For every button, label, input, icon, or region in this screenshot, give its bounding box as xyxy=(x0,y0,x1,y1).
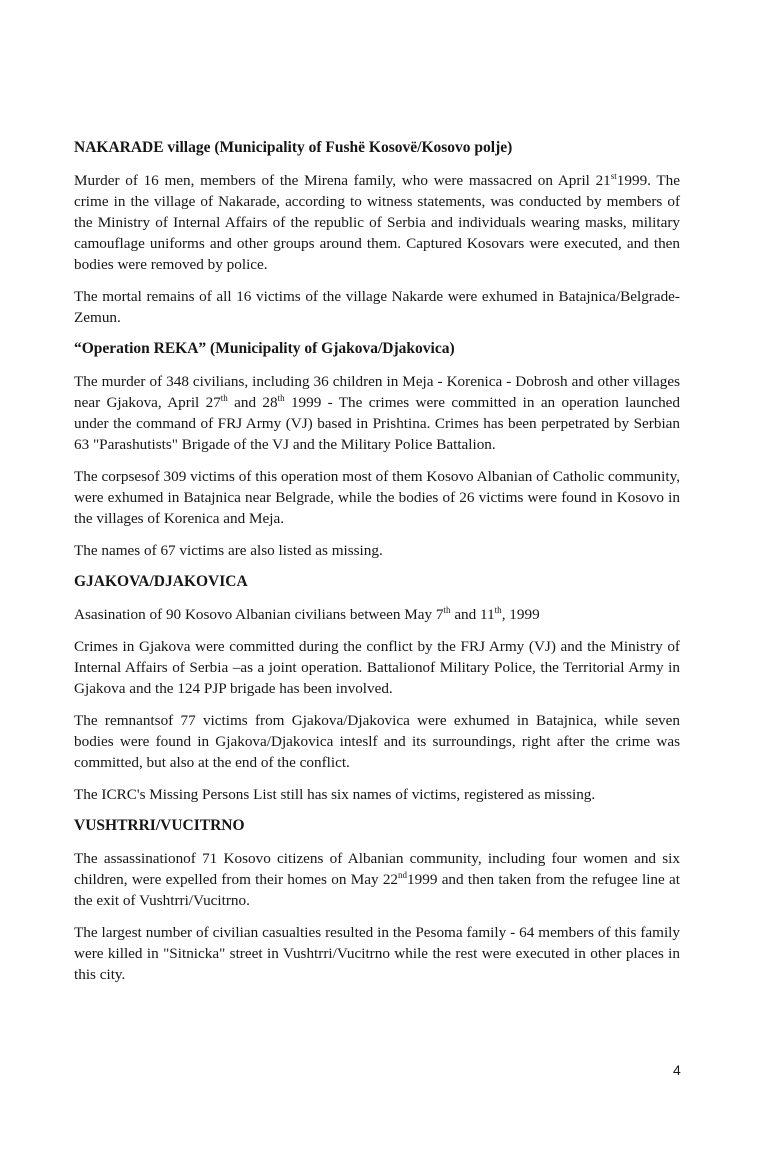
text-run: The corpsesof 309 victims of this operation most of them Kosovo Albanian of Catholic community, were exhumed in Batajnica near Belgrade, while the bodies of 26 victims were found in Kosovo in the villages of Korenica and Meja. xyxy=(74,468,680,527)
body-paragraph xyxy=(74,371,680,455)
text-run: Murder of 16 men, members of the Mirena family, who were massacred on April 21 xyxy=(74,172,611,189)
text-run: The mortal remains of all 16 victims of the village Nakarde were exhumed in Batajnica/Belgrade-Zemun. xyxy=(74,288,680,326)
body-paragraph xyxy=(74,784,680,805)
ordinal-superscript: th xyxy=(443,604,451,615)
text-run: The remnantsof 77 victims from Gjakova/Djakovica were exhumed in Batajnica, while seven bodies were found in Gjakova/Djakovica inteslf and its surroundings, right after the crime was committed, but also at the end of the conflict. xyxy=(74,712,680,771)
ordinal-superscript: th xyxy=(277,392,285,403)
section-heading: “Operation REKA” (Municipality of Gjakova/Djakovica) xyxy=(74,340,455,357)
section-heading: VUSHTRRI/VUCITRNO xyxy=(74,817,245,834)
text-run: The ICRC's Missing Persons List still has six names of victims, registered as missing. xyxy=(74,786,596,803)
ordinal-superscript: st xyxy=(610,170,617,181)
text-run: 1999 - The crimes were committed in an operation launched under the command of FRJ Army (VJ) based in Prishtina. Crimes has been perpetrated by Serbian 63 "Parashutists" Brigade of the VJ and the Military Police Battalion. xyxy=(74,394,680,453)
text-run: and 28 xyxy=(227,394,278,411)
ordinal-superscript: nd xyxy=(398,869,408,880)
text-run: The largest number of civilian casualties resulted in the Pesoma family - 64 members of this family were killed in "Sitnicka" street in Vushtrri/Vucitrno while the rest were executed in other places in this city. xyxy=(74,924,680,983)
section-heading: NAKARADE village (Municipality of Fushë Kosovë/Kosovo polje) xyxy=(74,139,513,156)
text-run: 1999. The crime in the village of Nakarade, according to witness statements, was conducted by members of the Ministry of Internal Affairs of the republic of Serbia and individuals wearing masks, military camouflage uniforms and other groups around them. Captured Kosovars were executed, and then bodies were removed by police. xyxy=(74,172,681,273)
ordinal-superscript: th xyxy=(494,604,502,615)
body-paragraph xyxy=(74,636,680,699)
text-run: The assassinationof 71 Kosovo citizens of Albanian community, including four women and six children, were expelled from their homes on May 22 xyxy=(74,850,680,888)
body-paragraph xyxy=(74,540,680,561)
body-paragraph xyxy=(74,922,680,985)
text-run: and 11 xyxy=(450,606,495,623)
section-heading: GJAKOVA/DJAKOVICA xyxy=(74,573,248,590)
document-body xyxy=(74,138,680,996)
page-number: 4 xyxy=(673,1062,681,1078)
body-paragraph xyxy=(74,170,680,275)
ordinal-superscript: th xyxy=(220,392,228,403)
text-run: , 1999 xyxy=(501,606,540,623)
body-paragraph xyxy=(74,466,680,529)
text-run: Crimes in Gjakova were committed during the conflict by the FRJ Army (VJ) and the Ministry of Internal Affairs of Serbia –as a joint operation. Battalionof Military Police, the Territorial Army in Gjakova and the 124 PJP brigade has been involved. xyxy=(74,638,680,697)
body-paragraph xyxy=(74,604,680,625)
text-run: 1999 and then taken from the refugee line at the exit of Vushtrri/Vucitrno. xyxy=(74,871,680,909)
body-paragraph xyxy=(74,286,680,328)
text-run: The names of 67 victims are also listed as missing. xyxy=(74,542,383,559)
body-paragraph xyxy=(74,710,680,773)
body-paragraph xyxy=(74,848,680,911)
text-run: The murder of 348 civilians, including 36 children in Meja - Korenica - Dobrosh and other villages near Gjakova, April 27 xyxy=(74,373,680,411)
text-run: Asasination of 90 Kosovo Albanian civilians between May 7 xyxy=(74,606,444,623)
